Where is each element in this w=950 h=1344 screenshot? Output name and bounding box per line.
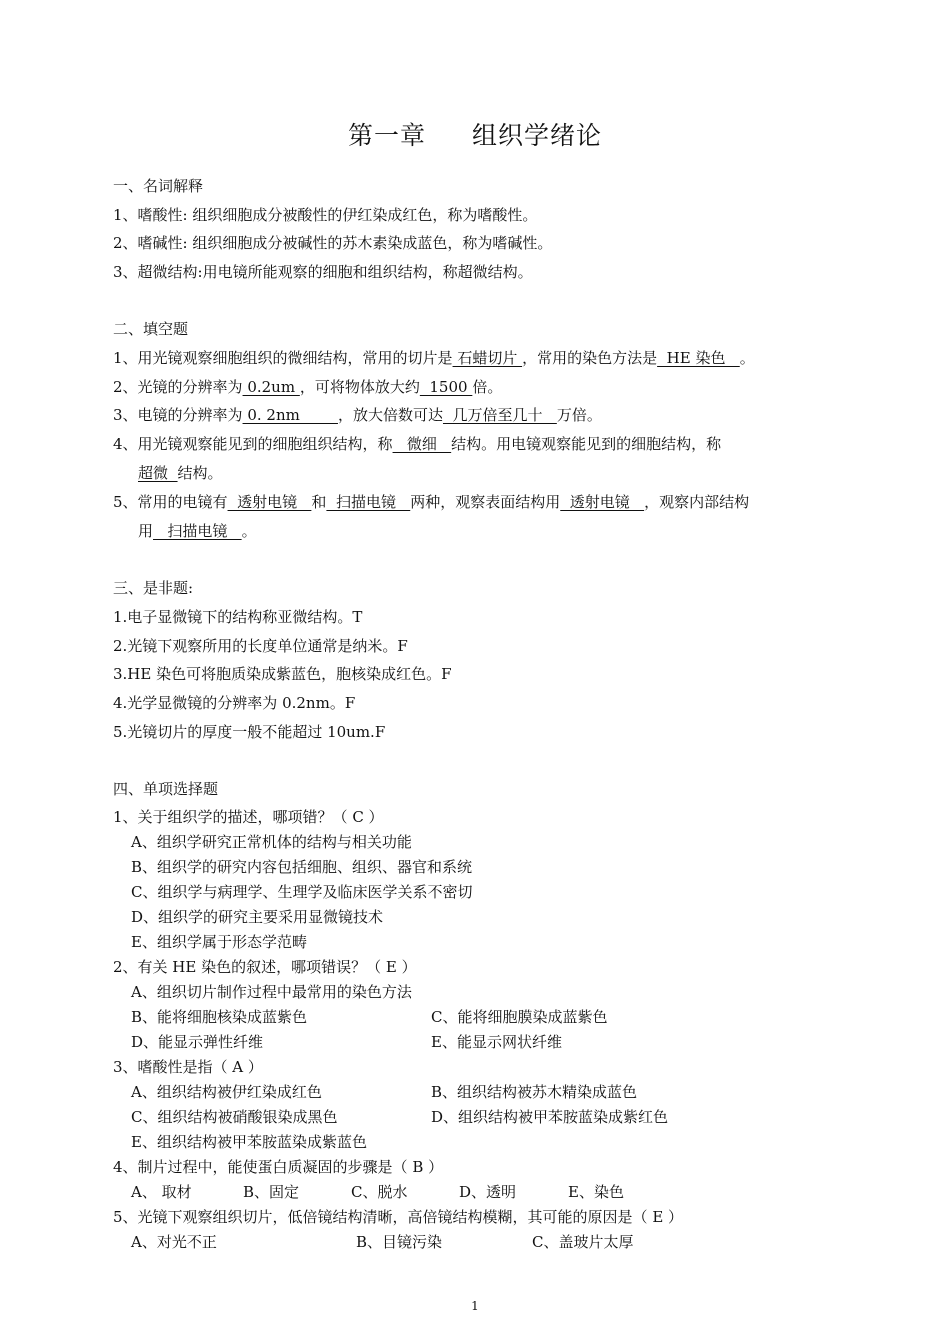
choice-option: B、组织学的研究内容包括细胞、组织、器官和系统: [131, 858, 473, 876]
answer-blank: 扫描电镜: [153, 522, 242, 540]
section-heading-true-false: 三、是非题:: [113, 579, 194, 597]
answer-blank: 透射电镜: [560, 493, 645, 511]
choice-question-stem: 2、有关 HE 染色的叙述，哪项错误？（ E ）: [113, 958, 417, 976]
section-heading-multiple-choice: 四、单项选择题: [113, 780, 219, 798]
fill-blank-question-5: 5、常用的电镜有 透射电镜 和 扫描电镜 两种，观察表面结构用 透射电镜 ，观察内部结构: [113, 493, 750, 511]
answer-blank: 0.2um: [242, 378, 300, 396]
answer-blank: 超微: [138, 464, 178, 482]
choice-option: B、固定: [243, 1183, 300, 1201]
choice-question-stem: 4、制片过程中，能使蛋白质凝固的步骤是（ B ）: [113, 1158, 444, 1176]
fill-blank-question-3: 3、电镜的分辨率为 0. 2nm ，放大倍数可达 几万倍至几十 万倍。: [113, 406, 602, 424]
true-false-item: 1.电子显微镜下的结构称亚微结构。T: [113, 608, 363, 626]
definition-item: 3、超微结构:用电镜所能观察的细胞和组织结构，称超微结构。: [113, 263, 533, 281]
choice-option: C、盖玻片太厚: [532, 1233, 634, 1251]
answer-blank: HE 染色: [657, 349, 740, 367]
answer-blank: 微细: [392, 435, 452, 453]
choice-option: E、染色: [568, 1183, 624, 1201]
fill-blank-question-4: 4、用光镜观察能见到的细胞组织结构，称 微细 结构。用电镜观察能见到的细胞结构，称: [113, 435, 722, 453]
page-number: 1: [471, 1299, 479, 1313]
section-heading-fill-blanks: 二、填空题: [113, 320, 189, 338]
definition-item: 1、嗜酸性: 组织细胞成分被酸性的伊红染成红色，称为嗜酸性。: [113, 206, 538, 224]
choice-option: D、透明: [459, 1183, 517, 1201]
true-false-item: 5.光镜切片的厚度一般不能超过 10um.F: [113, 723, 386, 741]
fill-blank-question-1: 1、用光镜观察细胞组织的微细结构，常用的切片是 石蜡切片 ，常用的染色方法是 HE 染色 。: [113, 349, 755, 367]
chapter-title: [0, 116, 950, 152]
fill-blank-question-4-cont: 超微 结构。: [138, 464, 223, 482]
choice-option: D、组织学的研究主要采用显微镜技术: [131, 908, 384, 926]
chapter-number: 第一章: [347, 121, 426, 150]
fill-blank-question-5-cont: 用 扫描电镜 。: [138, 522, 257, 540]
choice-option: B、能将细胞核染成蓝紫色: [131, 1008, 308, 1026]
choice-option: E、组织结构被甲苯胺蓝染成紫蓝色: [131, 1133, 367, 1151]
chapter-name: 组织学绪论: [472, 121, 603, 150]
section-heading-definitions: 一、名词解释: [113, 177, 204, 195]
choice-option: A、组织结构被伊红染成红色: [131, 1083, 322, 1101]
choice-option: B、目镜污染: [356, 1233, 443, 1251]
true-false-item: 4.光学显微镜的分辨率为 0.2nm。F: [113, 694, 356, 712]
choice-option: D、能显示弹性纤维: [131, 1033, 264, 1051]
answer-blank: 透射电镜: [227, 493, 312, 511]
answer-blank: 1500: [419, 378, 473, 396]
true-false-item: 2.光镜下观察所用的长度单位通常是纳米。F: [113, 637, 408, 655]
choice-option: C、脱水: [351, 1183, 408, 1201]
fill-blank-question-2: 2、光镜的分辨率为 0.2um ，可将物体放大约 1500 倍。: [113, 378, 503, 396]
choice-option: A、对光不正: [131, 1233, 217, 1251]
choice-option: D、组织结构被甲苯胺蓝染成紫红色: [431, 1108, 669, 1126]
answer-blank: 0. 2nm: [242, 406, 338, 424]
choice-option: C、组织学与病理学、生理学及临床医学关系不密切: [131, 883, 473, 901]
true-false-item: 3.HE 染色可将胞质染成紫蓝色，胞核染成红色。F: [113, 665, 452, 683]
choice-option: A、 取材: [131, 1183, 192, 1201]
choice-option: E、组织学属于形态学范畴: [131, 933, 307, 951]
answer-blank: 几万倍至几十: [442, 406, 557, 424]
answer-blank: 扫描电镜: [326, 493, 411, 511]
choice-question-stem: 1、关于组织学的描述，哪项错？（ C ）: [113, 808, 384, 826]
choice-option: A、组织学研究正常机体的结构与相关功能: [131, 833, 412, 851]
definition-item: 2、嗜碱性: 组织细胞成分被碱性的苏木素染成蓝色，称为嗜碱性。: [113, 234, 553, 252]
choice-question-stem: 3、嗜酸性是指（ A ）: [113, 1058, 263, 1076]
choice-option: E、能显示网状纤维: [431, 1033, 562, 1051]
choice-option: C、组织结构被硝酸银染成黑色: [131, 1108, 338, 1126]
choice-option: C、能将细胞膜染成蓝紫色: [431, 1008, 608, 1026]
choice-option: B、组织结构被苏木精染成蓝色: [431, 1083, 638, 1101]
choice-question-stem: 5、光镜下观察组织切片，低倍镜结构清晰，高倍镜结构模糊，其可能的原因是（ E ）: [113, 1208, 684, 1226]
answer-blank: 石蜡切片: [452, 349, 523, 367]
choice-option: A、组织切片制作过程中最常用的染色方法: [131, 983, 412, 1001]
